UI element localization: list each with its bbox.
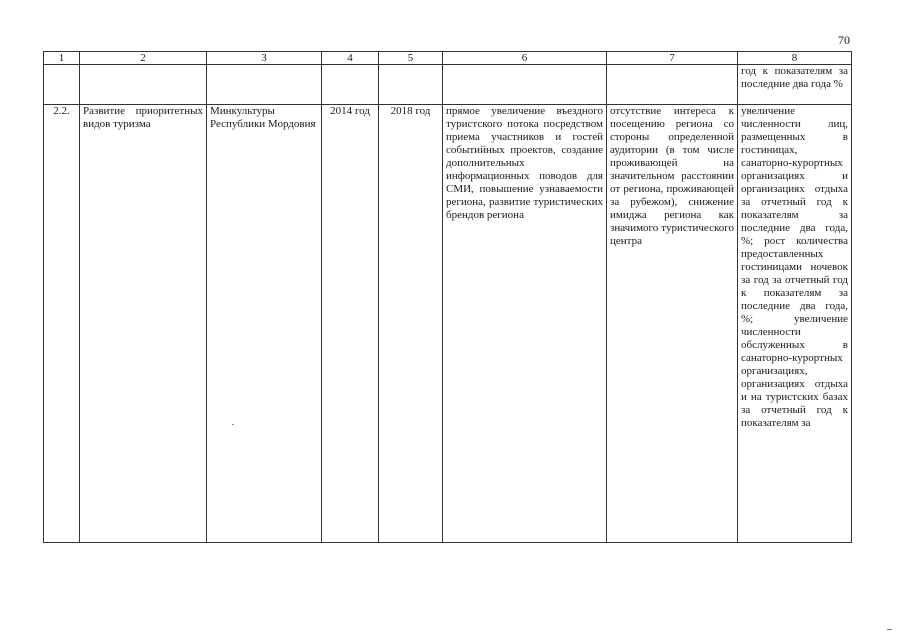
measures-table: [43, 51, 852, 543]
start-year: 2014 год: [322, 105, 379, 543]
table-row: [44, 105, 852, 543]
cont-cell-4: [322, 65, 379, 105]
header-col-5: 5: [379, 52, 443, 65]
expected-result: прямое увеличение въездного туристского потока посредством приема участников и гостей событийных проектов, создание дополнительных информационных поводов для СМИ, повышение узнаваемости региона, развитие туристических брендов региона: [443, 105, 607, 543]
indicators: увеличение численности лиц, размещенных в гостиницах, санаторно-курортных организациях и организациях отдыха за отчетный год к показателям за последние два года, %; рост количества предоставленных гостиницами ночевок за год за отчетный год к показателям за последние два года, %; увеличение численности обслуженных в санаторно-курортных организациях, организациях отдыха и на туристских базах за отчетный год к показателям за: [738, 105, 852, 543]
header-col-4: 4: [322, 52, 379, 65]
cont-indicators: год к показателям за последние два года %: [738, 65, 852, 105]
end-year: 2018 год: [379, 105, 443, 543]
header-col-3: 3: [207, 52, 322, 65]
header-col-2: 2: [80, 52, 207, 65]
header-col-7: 7: [607, 52, 738, 65]
header-col-8: 8: [738, 52, 852, 65]
header-col-6: 6: [443, 52, 607, 65]
cont-cell-5: [379, 65, 443, 105]
consequences: отсутствие интереса к посещению региона со стороны определенной аудитории (в том числе проживающей на значительном расстоянии от региона, проживающей за рубежом), снижение имиджа региона как значимого туристического центра: [607, 105, 738, 543]
cont-cell-6: [443, 65, 607, 105]
header-row: [44, 52, 852, 65]
scan-mark: [887, 629, 892, 630]
cont-cell-7: [607, 65, 738, 105]
row-number: 2.2.: [44, 105, 80, 543]
scan-dot: [232, 424, 234, 425]
cont-cell-2: [80, 65, 207, 105]
executor: Минкультуры Республики Мордовия: [207, 105, 322, 543]
page-number: 70: [838, 33, 850, 47]
header-col-1: 1: [44, 52, 80, 65]
continuation-row: [44, 65, 852, 105]
measure-name: Развитие приоритетных видов туризма: [80, 105, 207, 543]
cont-cell-1: [44, 65, 80, 105]
cont-cell-3: [207, 65, 322, 105]
